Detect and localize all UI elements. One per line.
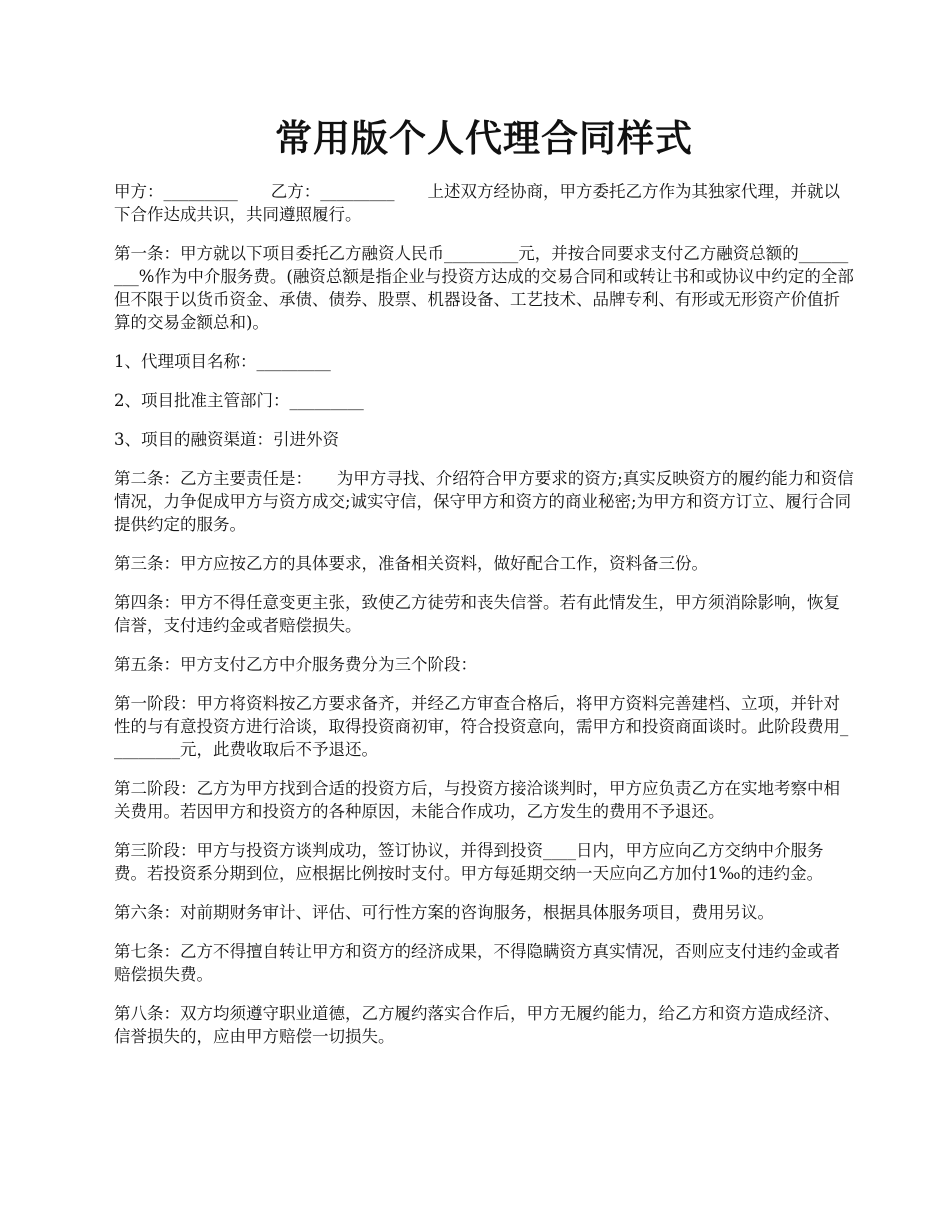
article-2-paragraph: 第二条：乙方主要责任是： 为甲方寻找、介绍符合甲方要求的资方;真实反映资方的履约能力和资信情况，力争促成甲方与资方成交;诚实守信，保守甲方和资方的商业秘密;为甲方和资方订立、履行合同提供约定的服务。 <box>114 469 854 534</box>
approval-department-item: 2、项目批准主管部门：_________ <box>114 391 364 410</box>
parties-paragraph: 甲方：_________ 乙方：_________ 上述双方经协商，甲方委托乙方作为其独家代理，并就以下合作达成共识，共同遵照履行。 <box>114 182 840 224</box>
document-title: 常用版个人代理合同样式 <box>275 116 693 160</box>
article-5-paragraph: 第五条：甲方支付乙方中介服务费分为三个阶段： <box>114 655 477 674</box>
article-6-paragraph: 第六条：对前期财务审计、评估、可行性方案的咨询服务，根据具体服务项目，费用另议。 <box>114 903 774 922</box>
project-name-item: 1、代理项目名称：_________ <box>114 352 331 371</box>
article-1-paragraph: 第一条：甲方就以下项目委托乙方融资人民币_________元，并按合同要求支付乙方融资总额的_________%作为中介服务费。(融资总额是指企业与投资方达成的交易合同和或转让书和或协议中约定的全部但不限于以货币资金、承债、债券、股票、机器设备、工艺技术、品牌专利、有形或无形资产价值折算的交易金额总和)。 <box>114 244 854 332</box>
stage-1-paragraph: 第一阶段：甲方将资料按乙方要求备齐，并经乙方审查合格后，将甲方资料完善建档、立项，并针对性的与有意投资方进行洽谈，取得投资商初审，符合投资意向，需甲方和投资商面谈时。此阶段费用_________元，此费收取后不予退还。 <box>114 694 849 759</box>
stage-2-paragraph: 第二阶段：乙方为甲方找到合适的投资方后，与投资方接洽谈判时，甲方应负责乙方在实地考察中相关费用。若因甲方和投资方的各种原因，未能合作成功，乙方发生的费用不予退还。 <box>114 779 840 821</box>
financing-channel-item: 3、项目的融资渠道：引进外资 <box>114 430 339 449</box>
article-7-paragraph: 第七条：乙方不得擅自转让甲方和资方的经济成果，不得隐瞒资方真实情况，否则应支付违约金或者赔偿损失费。 <box>114 942 840 984</box>
document-page <box>114 0 854 1048</box>
article-8-paragraph: 第八条：双方均须遵守职业道德，乙方履约落实合作后，甲方无履约能力，给乙方和资方造成经济、信誉损失的，应由甲方赔偿一切损失。 <box>114 1004 840 1046</box>
article-3-paragraph: 第三条：甲方应按乙方的具体要求，准备相关资料，做好配合工作，资料备三份。 <box>114 554 708 573</box>
stage-3-paragraph: 第三阶段：甲方与投资方谈判成功，签订协议，并得到投资____日内，甲方应向乙方交纳中介服务费。若投资系分期到位，应根据比例按时支付。甲方每延期交纳一天应向乙方加付1‰的违约金。 <box>114 841 824 883</box>
article-4-paragraph: 第四条：甲方不得任意变更主张，致使乙方徒劳和丧失信誉。若有此情发生，甲方须消除影响，恢复信誉，支付违约金或者赔偿损失。 <box>114 593 840 635</box>
